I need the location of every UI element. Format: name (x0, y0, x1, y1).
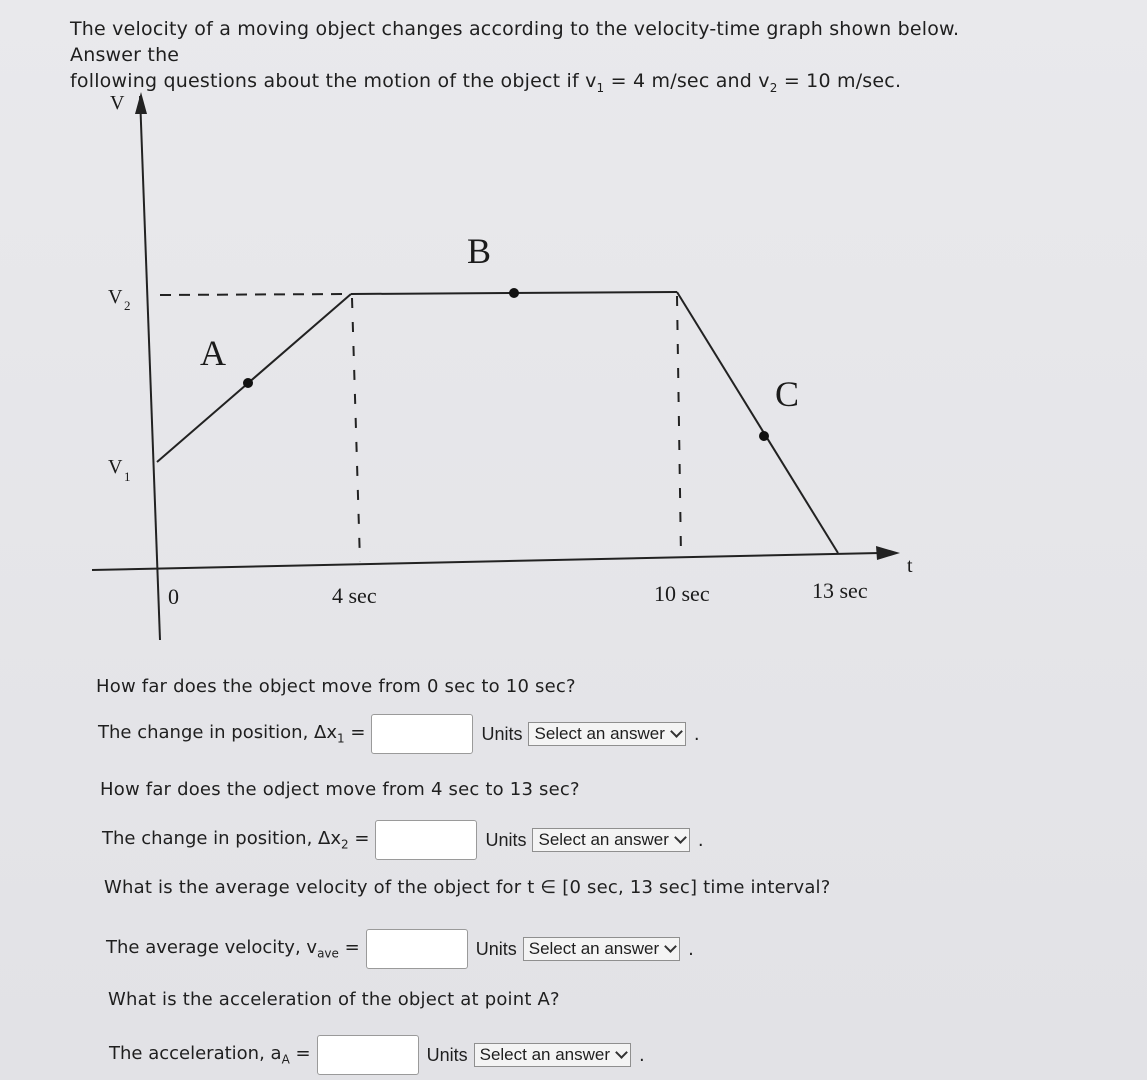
delta-x2-input[interactable] (375, 820, 477, 860)
t10-dashed-guide (677, 296, 681, 556)
question-3-label (106, 937, 360, 961)
question-3-period: . (688, 938, 694, 960)
question-1-label-subscript: 1 (337, 731, 345, 746)
v2-tick-label: V (108, 286, 123, 308)
t-axis-arrow (876, 546, 900, 560)
question-2-select-text: Select an answer (538, 830, 669, 849)
v2-value: = 10 m/sec. (777, 70, 902, 92)
question-3-units-select[interactable] (523, 937, 680, 961)
question-3-units-label: Units (475, 938, 517, 959)
v-axis (140, 96, 160, 640)
v-axis-label: V (110, 92, 125, 114)
question-4-units-label: Units (426, 1044, 468, 1065)
question-1-label-suffix: = (344, 722, 366, 744)
chevron-down-icon (670, 725, 683, 738)
question-3-label-suffix: = (338, 937, 360, 959)
chevron-down-icon (664, 940, 677, 953)
question-1-label (98, 722, 365, 746)
question-1-units-select[interactable] (528, 722, 685, 746)
t-axis (92, 553, 880, 570)
question-4-select-text: Select an answer (479, 1045, 611, 1064)
v1-value: = 4 m/sec and v (604, 70, 770, 92)
question-4-period: . (639, 1044, 645, 1066)
v1-tick-subscript: 1 (124, 469, 131, 484)
segment-a (157, 294, 351, 462)
question-1-units-label: Units (481, 723, 523, 744)
question-2-period: . (697, 829, 704, 851)
question-1-period: . (693, 723, 700, 745)
question-2-units-label: Units (485, 829, 527, 850)
v1-subscript: 1 (596, 80, 605, 95)
acceleration-input[interactable] (317, 1035, 419, 1075)
point-c-label: C (775, 374, 800, 414)
point-b-label: B (467, 231, 492, 271)
v1-tick-label: V (108, 456, 123, 478)
delta-x1-input[interactable] (371, 714, 473, 754)
tick-label-4-sec: 4 sec (332, 583, 377, 608)
chevron-down-icon (674, 831, 687, 844)
question-3-select-text: Select an answer (528, 939, 660, 958)
point-c-marker (759, 431, 769, 441)
question-4-answer-row (109, 1035, 645, 1075)
tick-label-13-sec: 13 sec (812, 578, 868, 603)
question-2-prompt: How far does the odject move from 4 sec to 13 sec? (100, 779, 580, 800)
average-velocity-input[interactable] (366, 929, 468, 969)
question-4-units-select[interactable] (474, 1043, 631, 1067)
point-b-marker (509, 288, 519, 298)
problem-line-1: The velocity of a moving object changes according to the velocity-time graph shown below. Answer the (70, 18, 960, 66)
question-2-label-suffix: = (348, 828, 370, 850)
v2-dashed-guide (160, 294, 348, 295)
question-1-answer-row (98, 714, 700, 754)
t-axis-label: t (907, 555, 913, 577)
question-4-label-text: The acceleration, a (109, 1043, 282, 1065)
v-axis-arrow (135, 92, 147, 114)
question-2-label-text: The change in position, Δx (102, 828, 342, 850)
point-a-label: A (200, 333, 226, 373)
v2-tick-subscript: 2 (124, 298, 131, 313)
question-3-label-text: The average velocity, v (106, 937, 318, 959)
tick-label-10-sec: 10 sec (654, 581, 710, 606)
question-4-label (109, 1043, 311, 1067)
question-2-label-subscript: 2 (341, 837, 349, 852)
t4-dashed-guide (352, 298, 360, 562)
question-1-prompt: How far does the object move from 0 sec to 10 sec? (96, 676, 576, 697)
question-2-answer-row (102, 820, 704, 860)
question-3-prompt: What is the average velocity of the object for t ∈ [0 sec, 13 sec] time interval? (104, 877, 831, 898)
question-1-select-text: Select an answer (534, 724, 665, 743)
tick-label-0: 0 (168, 584, 179, 609)
question-2-units-select[interactable] (532, 828, 689, 852)
problem-line-2-prefix: following questions about the motion of the object if v (70, 70, 597, 92)
chevron-down-icon (615, 1046, 628, 1059)
v2-subscript: 2 (769, 80, 778, 95)
question-4-prompt: What is the acceleration of the object at point A? (108, 989, 560, 1010)
question-4-label-suffix: = (289, 1043, 311, 1065)
point-a-marker (243, 378, 253, 388)
question-2-label (102, 828, 369, 852)
question-4-label-subscript: A (281, 1052, 290, 1067)
question-3-answer-row (106, 929, 694, 969)
segment-c (677, 292, 838, 553)
question-1-label-text: The change in position, Δx (98, 722, 338, 744)
question-3-label-subscript: ave (317, 946, 339, 961)
